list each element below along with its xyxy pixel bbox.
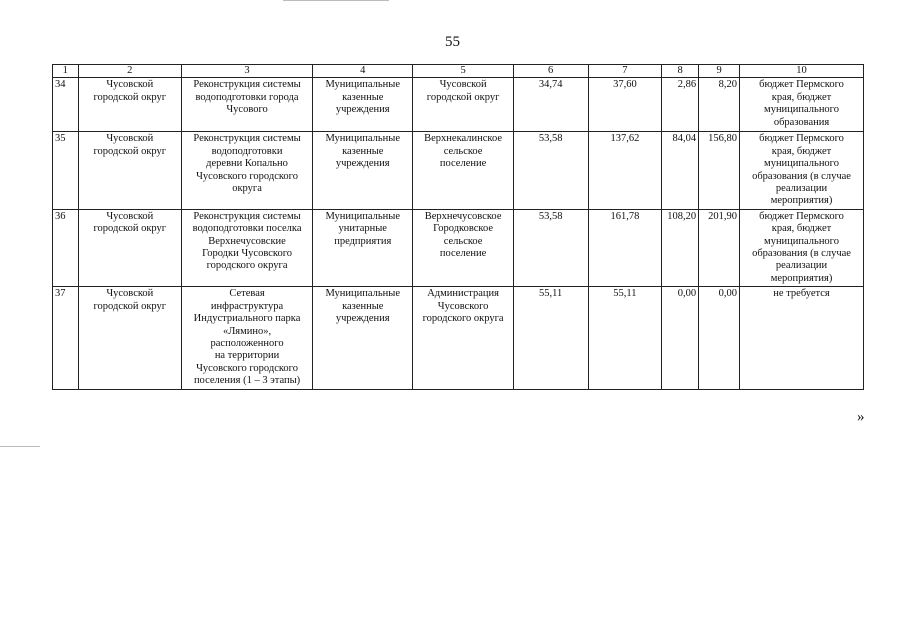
executor-cell: Чусовской городской округ bbox=[413, 78, 513, 132]
value-cell-6: 55,11 bbox=[513, 287, 588, 389]
value-cell-8: 2,86 bbox=[662, 78, 699, 132]
org-type-cell: Муниципальные казенные учреждения bbox=[313, 132, 413, 209]
funding-source-cell: бюджет Пермского края, бюджет муниципального образования (в случае реализации мероприятия) bbox=[740, 132, 864, 209]
project-cell: Реконструкция системы водоподготовки города Чусового bbox=[182, 78, 313, 132]
column-header: 5 bbox=[413, 65, 513, 78]
value-cell-7: 137,62 bbox=[588, 132, 662, 209]
district-cell: Чусовской городской округ bbox=[78, 132, 181, 209]
row-number: 37 bbox=[53, 287, 79, 389]
column-header: 4 bbox=[313, 65, 413, 78]
column-header: 2 bbox=[78, 65, 181, 78]
value-cell-9: 0,00 bbox=[699, 287, 740, 389]
value-cell-9: 201,90 bbox=[699, 209, 740, 286]
executor-cell: Администрация Чусовского городского округа bbox=[413, 287, 513, 389]
district-cell: Чусовской городской округ bbox=[78, 78, 181, 132]
row-number: 34 bbox=[53, 78, 79, 132]
row-number: 35 bbox=[53, 132, 79, 209]
project-cell: Реконструкция системы водоподготовки деревни Копально Чусовского городского округа bbox=[182, 132, 313, 209]
table-row bbox=[53, 78, 864, 132]
column-header: 3 bbox=[182, 65, 313, 78]
scan-artifact-line bbox=[283, 0, 389, 1]
column-header: 8 bbox=[662, 65, 699, 78]
column-header: 1 bbox=[53, 65, 79, 78]
district-cell: Чусовской городской округ bbox=[78, 209, 181, 286]
value-cell-8: 84,04 bbox=[662, 132, 699, 209]
page-number: 55 bbox=[445, 34, 460, 50]
funding-source-cell: бюджет Пермского края, бюджет муниципального образования bbox=[740, 78, 864, 132]
row-number: 36 bbox=[53, 209, 79, 286]
project-cell: Сетевая инфраструктура Индустриального парка «Лямино», расположенного на территории Чусовского городского поселения (1 – 3 этапы) bbox=[182, 287, 313, 389]
closing-quote-mark: » bbox=[857, 409, 865, 425]
executor-cell: Верхнечусовское Городковское сельское поселение bbox=[413, 209, 513, 286]
column-header: 9 bbox=[699, 65, 740, 78]
column-header: 7 bbox=[588, 65, 662, 78]
project-cell: Реконструкция системы водоподготовки поселка Верхнечусовские Городки Чусовского городского округа bbox=[182, 209, 313, 286]
value-cell-9: 156,80 bbox=[699, 132, 740, 209]
value-cell-6: 34,74 bbox=[513, 78, 588, 132]
value-cell-6: 53,58 bbox=[513, 209, 588, 286]
value-cell-7: 55,11 bbox=[588, 287, 662, 389]
org-type-cell: Муниципальные казенные учреждения bbox=[313, 287, 413, 389]
value-cell-7: 37,60 bbox=[588, 78, 662, 132]
table-row bbox=[53, 287, 864, 389]
column-header: 6 bbox=[513, 65, 588, 78]
district-cell: Чусовской городской округ bbox=[78, 287, 181, 389]
funding-source-cell: бюджет Пермского края, бюджет муниципального образования (в случае реализации мероприятия) bbox=[740, 209, 864, 286]
org-type-cell: Муниципальные казенные учреждения bbox=[313, 78, 413, 132]
column-header: 10 bbox=[740, 65, 864, 78]
funding-source-cell: не требуется bbox=[740, 287, 864, 389]
executor-cell: Верхнекалинское сельское поселение bbox=[413, 132, 513, 209]
value-cell-6: 53,58 bbox=[513, 132, 588, 209]
value-cell-7: 161,78 bbox=[588, 209, 662, 286]
table-row bbox=[53, 132, 864, 209]
value-cell-9: 8,20 bbox=[699, 78, 740, 132]
column-number-row bbox=[53, 65, 864, 78]
data-table bbox=[52, 64, 864, 390]
scan-artifact-line bbox=[0, 446, 40, 447]
value-cell-8: 0,00 bbox=[662, 287, 699, 389]
org-type-cell: Муниципальные унитарные предприятия bbox=[313, 209, 413, 286]
table-row bbox=[53, 209, 864, 286]
value-cell-8: 108,20 bbox=[662, 209, 699, 286]
